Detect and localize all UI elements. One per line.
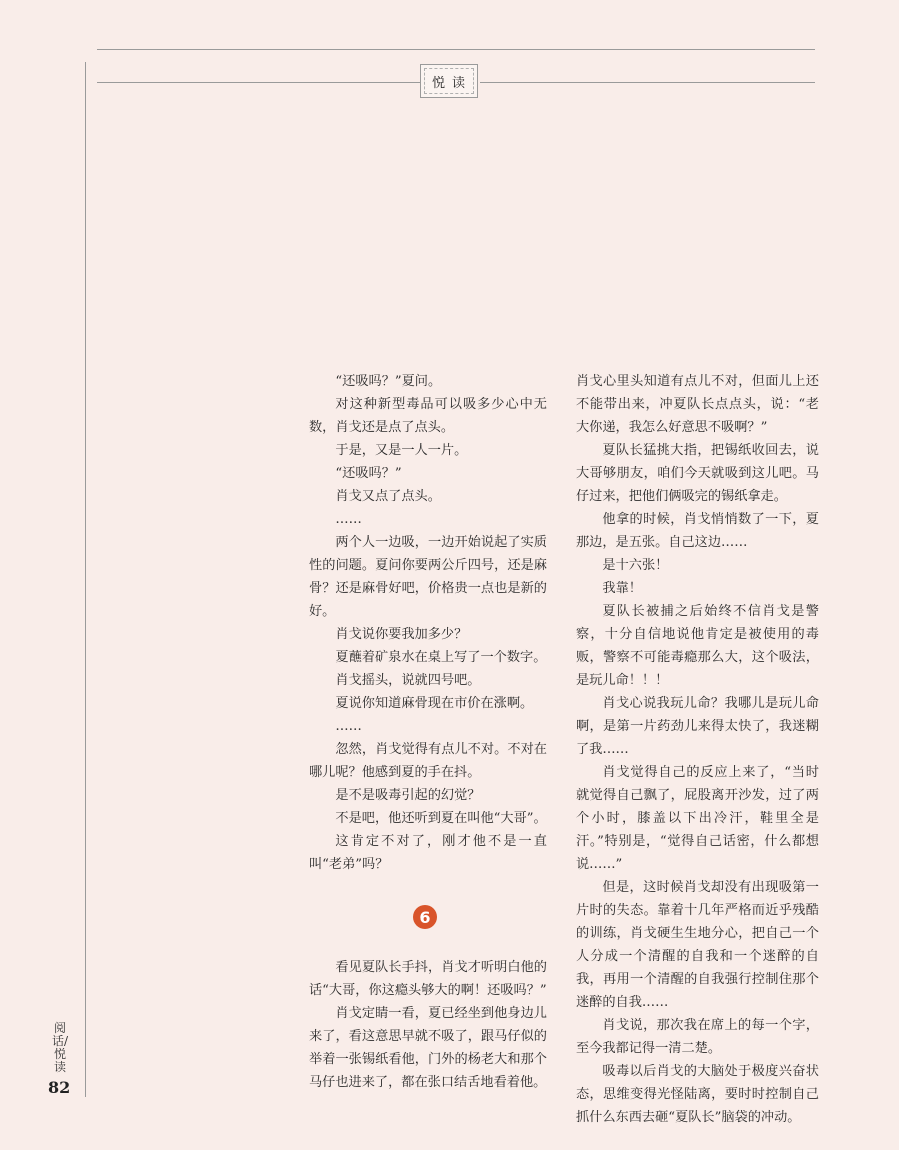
paragraph: 肖戈又点了点头。 bbox=[335, 489, 441, 504]
paragraph: 肖戈心说我玩儿命？我哪儿是玩儿命啊，是第一片药劲儿来得太快了，我迷糊了我…… bbox=[576, 696, 819, 757]
header-rule-left bbox=[97, 82, 420, 83]
paragraph: …… bbox=[335, 512, 362, 527]
paragraph: 肖戈定睛一看，夏已经坐到他身边儿来了，看这意思早就不吸了，跟马仔似的举着一张锡纸看他，门外的杨老大和那个马仔也进来了，都在张口结舌地看着他。 bbox=[309, 1006, 547, 1090]
page-number: 82 bbox=[48, 1078, 71, 1097]
paragraph: 这肯定不对了，刚才他不是一直叫“老弟”吗？ bbox=[309, 834, 547, 872]
top-rule bbox=[97, 49, 815, 50]
paragraph: 他拿的时候，肖戈悄悄数了一下，夏那边，是五张。自己这边…… bbox=[576, 512, 819, 550]
paragraph: 对这种新型毒品可以吸多少心中无数，肖戈还是点了点头。 bbox=[309, 397, 547, 435]
paragraph: “还吸吗？”夏问。 bbox=[335, 374, 442, 389]
paragraph: 于是，又是一人一片。 bbox=[335, 443, 468, 458]
paragraph: 我靠！ bbox=[602, 581, 642, 596]
paragraph: 肖戈心里头知道有点儿不对，但面儿上还不能带出来，冲夏队长点点头，说：“老大你递，我怎么好意思不吸啊？” bbox=[576, 374, 819, 435]
margin-rule bbox=[85, 62, 86, 1097]
column-right bbox=[576, 370, 819, 1129]
paragraph: 忽然，肖戈觉得有点儿不对。不对在哪儿呢？他感到夏的手在抖。 bbox=[309, 742, 547, 780]
paragraph: 夏队长被捕之后始终不信肖戈是警察，十分自信地说他肯定是被使用的毒贩，警察不可能毒瘾那么大，这个吸法，是玩儿命！！！ bbox=[576, 604, 819, 688]
paragraph: 两个人一边吸，一边开始说起了实质性的问题。夏问你要两公斤四号，还是麻骨？还是麻骨好吧，价格贵一点也是新的好。 bbox=[309, 535, 547, 619]
paragraph: 不是吧，他还听到夏在叫他“大哥”。 bbox=[335, 811, 547, 826]
paragraph: 肖戈摇头，说就四号吧。 bbox=[335, 673, 481, 688]
paragraph: 肖戈觉得自己的反应上来了，“当时就觉得自己飘了，屁股离开沙发，过了两个小时，膝盖以下出冷汗，鞋里全是汗。”特别是，“觉得自己话密，什么都想说……” bbox=[576, 765, 819, 872]
chapter-number-badge: 6 bbox=[413, 905, 437, 929]
column-left-bottom bbox=[309, 956, 547, 1094]
paragraph: 夏队长猛挑大指，把锡纸收回去，说大哥够朋友，咱们今天就吸到这儿吧。马仔过来，把他们俩吸完的锡纸拿走。 bbox=[576, 443, 819, 504]
header-rule-right bbox=[480, 82, 815, 83]
section-tag bbox=[420, 64, 478, 98]
section-title: 悦读 bbox=[424, 68, 474, 94]
paragraph: 吸毒以后肖戈的大脑处于极度兴奋状态，思维变得光怪陆离，要时时控制自己抓什么东西去砸“夏队长”脑袋的冲动。 bbox=[576, 1064, 819, 1125]
side-section-label: 阅话/悦读 bbox=[52, 1021, 69, 1074]
paragraph: 是十六张！ bbox=[602, 558, 669, 573]
paragraph: 是不是吸毒引起的幻觉？ bbox=[335, 788, 481, 803]
paragraph: “还吸吗？” bbox=[335, 466, 402, 481]
paragraph: 但是，这时候肖戈却没有出现吸第一片时的失态。靠着十几年严格而近乎残酷的训练，肖戈硬生生地分心，把自己一个人分成一个清醒的自我和一个迷醉的自我，再用一个清醒的自我强行控制住那个迷醉的自我…… bbox=[576, 880, 819, 1010]
paragraph: …… bbox=[335, 719, 362, 734]
paragraph: 肖戈说，那次我在席上的每一个字，至今我都记得一清二楚。 bbox=[576, 1018, 819, 1056]
column-left-top bbox=[309, 370, 547, 876]
paragraph: 肖戈说你要我加多少？ bbox=[335, 627, 468, 642]
paragraph: 看见夏队长手抖，肖戈才听明白他的话“大哥，你这瘾头够大的啊！还吸吗？” bbox=[309, 960, 547, 998]
paragraph: 夏蘸着矿泉水在桌上写了一个数字。 bbox=[335, 650, 547, 665]
paragraph: 夏说你知道麻骨现在市价在涨啊。 bbox=[335, 696, 534, 711]
